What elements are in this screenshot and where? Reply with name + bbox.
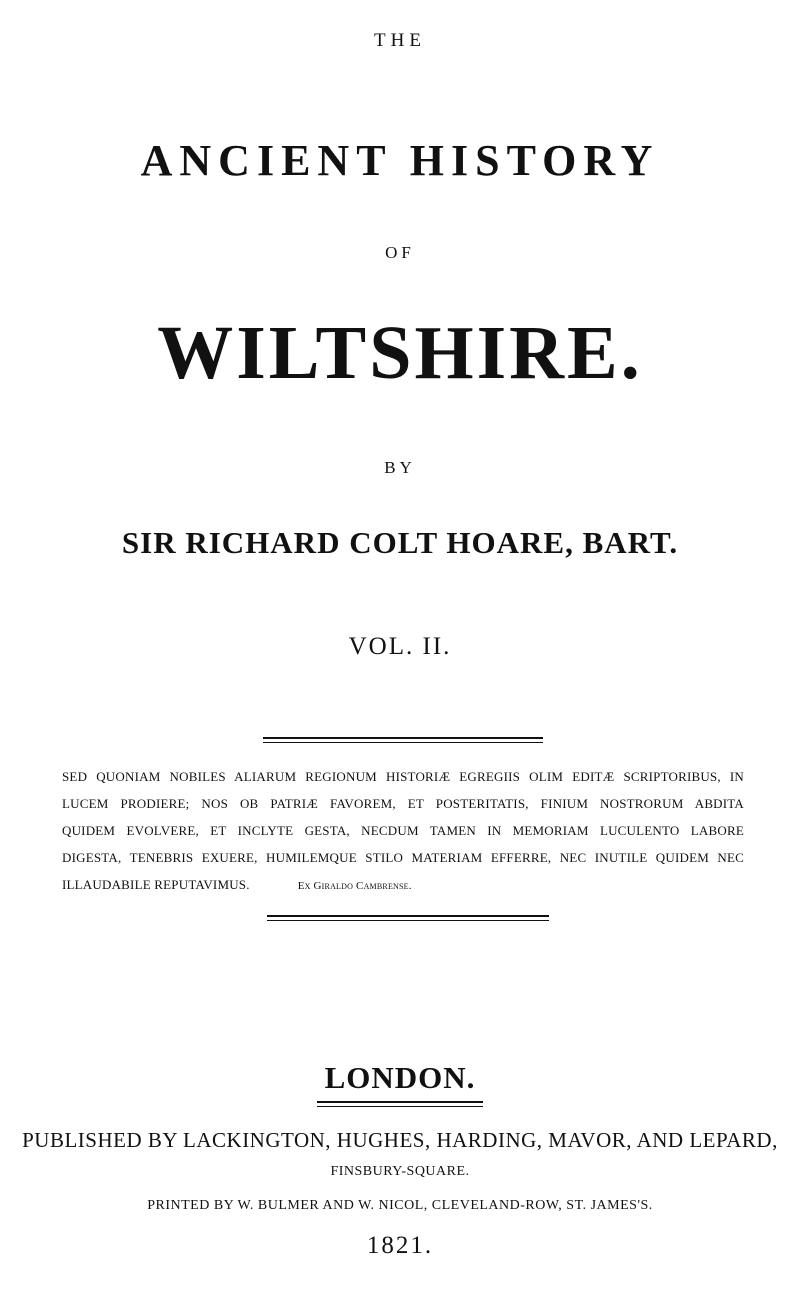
double-rule-imprint [317,1101,483,1107]
epigraph-line: SED QUONIAM NOBILES ALIARUM REGIONUM HISTORIÆ EGREGIIS OLIM EDITÆ SCRIPTORIBUS, IN [62,769,744,784]
title-county: WILTSHIRE. [157,311,643,395]
double-rule-top [263,737,543,743]
author-name: SIR RICHARD COLT HOARE, BART. [121,525,679,560]
imprint-address: FINSBURY-SQUARE. [330,1164,470,1179]
imprint-publisher: PUBLISHED BY LACKINGTON, HUGHES, HARDING, MAVOR, AND LEPARD, [22,1128,778,1152]
imprint-printer: PRINTED BY W. BULMER AND W. NICOL, CLEVELAND-ROW, ST. JAMES'S. [147,1198,653,1213]
epigraph-source: Ex Giraldo Cambrense. [297,880,412,892]
latin-epigraph [62,763,744,900]
epigraph-line: DIGESTA, TENEBRIS EXUERE, HUMILEMQUE STILO MATERIAM EFFERRE, NEC INUTILE QUIDEM NEC [62,850,744,865]
epigraph-line-text: ILLAUDABILE REPUTAVIMUS. [62,877,250,892]
header-the: THE [374,30,426,51]
epigraph-line: QUIDEM EVOLVERE, ET INCLYTE GESTA, NECDUM TAMEN IN MEMORIAM LUCULENTO LABORE [62,823,744,838]
epigraph-line-last [62,871,744,900]
volume-number: VOL. II. [348,633,452,660]
epigraph-line: LUCEM PRODIERE; NOS OB PATRIÆ FAVOREM, ET POSTERITATIS, FINIUM NOSTRORUM ABDITA [62,796,744,811]
imprint-year: 1821. [366,1232,434,1259]
header-of: OF [385,243,415,262]
header-by: BY [384,458,416,477]
imprint-city: LONDON. [324,1060,476,1095]
title-ancient-history: ANCIENT HISTORY [140,136,660,185]
double-rule-bottom [267,915,549,921]
